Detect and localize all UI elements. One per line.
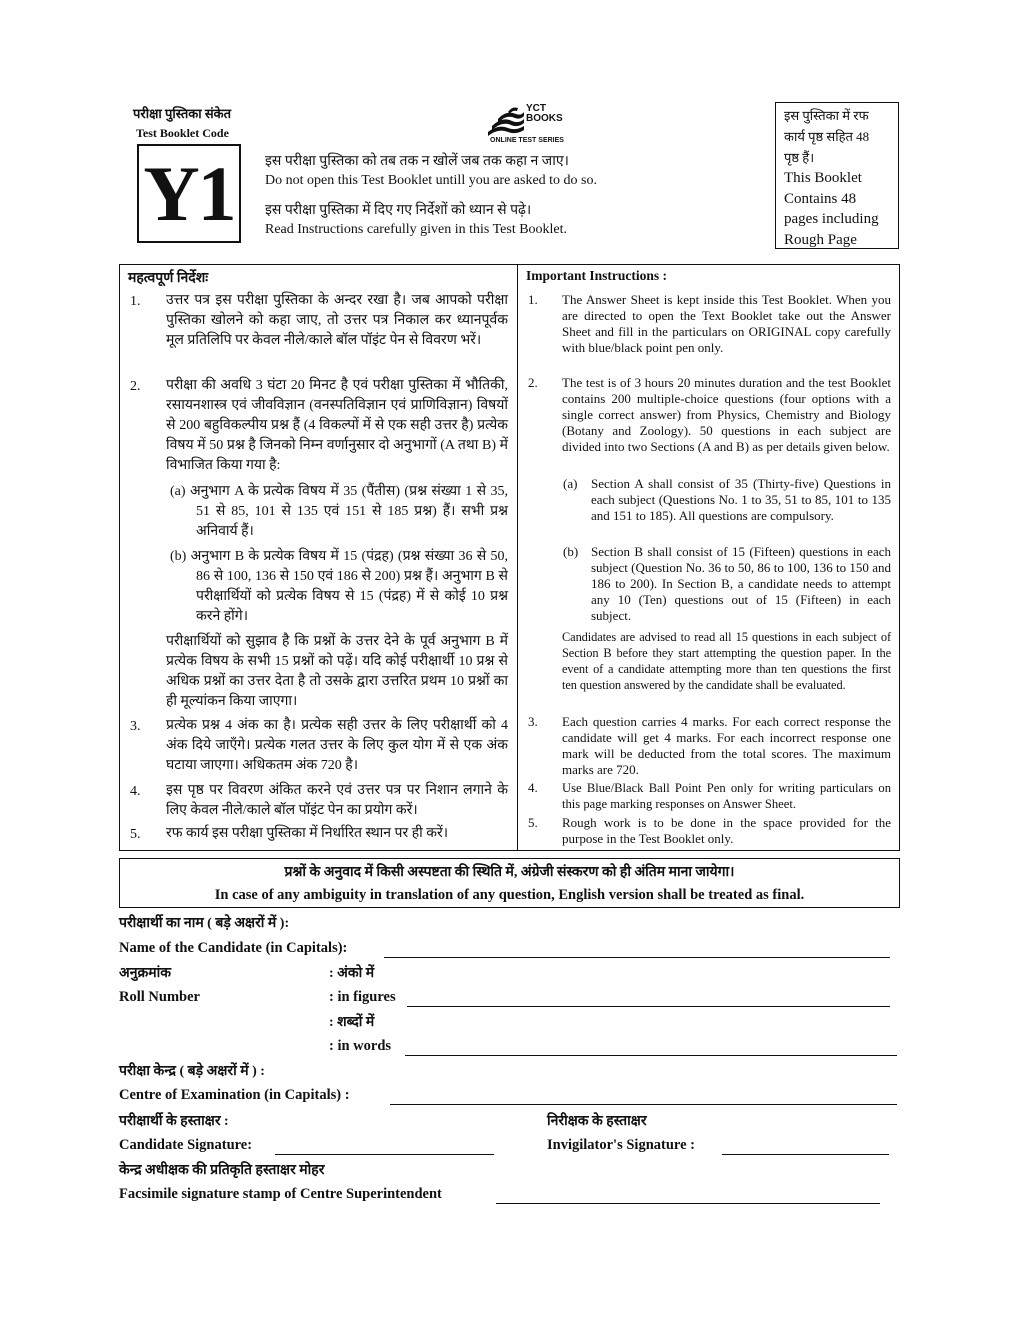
hi-instruction-5: रफ कार्य इस परीक्षा पुस्तिका में निर्धारित स्थान पर ही करें। — [166, 826, 449, 841]
pages-hi-line-2: कार्य पृष्ठ सहित 48 — [784, 129, 870, 144]
notice-en-1: Do not open this Test Booklet untill you are asked to do so. — [265, 173, 598, 188]
invigilator-signature-field[interactable] — [722, 1142, 889, 1155]
hi-number-5: 5. — [130, 827, 141, 842]
hi-number-4: 4. — [130, 784, 141, 799]
logo-tagline: ONLINE TEST SERIES — [490, 137, 564, 144]
candidate-name-field[interactable] — [384, 945, 890, 958]
booklet-code-label-en: Test Booklet Code — [136, 126, 229, 140]
candidate-signature-label-hi: परीक्षार्थी के हस्ताक्षर : — [119, 1114, 229, 1129]
pages-en-line-1: This Booklet — [784, 170, 862, 186]
roll-figures-field[interactable] — [407, 994, 890, 1007]
notice-hi-1: इस परीक्षा पुस्तिका को तब तक न खोलें जब तक कहा न जाए। — [265, 154, 569, 169]
en-number-2: 2. — [528, 375, 538, 390]
figures-label-hi: : अंको में — [329, 966, 375, 981]
en-instruction-1: The Answer Sheet is kept inside this Test Booklet. When you are directed to open the Text Booklet take out the Answer Sheet and fill in the particulars on ORIGINAL copy carefully with blue/black point pen only. — [562, 292, 891, 355]
centre-label-hi: परीक्षा केन्द्र ( बड़े अक्षरों में ) : — [119, 1064, 265, 1079]
en-instruction-2: The test is of 3 hours 20 minutes duration and the test Booklet contains 200 multiple-choice questions (four options with a single correct answer) from Physics, Chemistry and Biology (Botany and Zoology). 50 questions in each subject are divided into two Sections (A and B) as per details given below. — [562, 375, 891, 454]
words-label-hi: : शब्दों में — [329, 1015, 375, 1030]
en-instruction-2b: Section B shall consist of 15 (Fifteen) questions in each subject (Question No. 36 to 50, 86 to 100, 136 to 150 and 186 to 200). In Section B, a candidate needs to attempt any 10 (Ten) questions out of 15 (Fifteen) in each subject. — [591, 544, 891, 623]
roll-label-en: Roll Number — [119, 989, 200, 1005]
hi-instruction-2c: परीक्षार्थियों को सुझाव है कि प्रश्नों के उत्तर देने के पूर्व अनुभाग B में प्रत्येक विषय के सभी 15 प्रश्नों को पढ़ें। यदि कोई परीक्षार्थी 10 प्रश्न से अधिक प्रश्नों का उत्तर देता है तो उसके द्वारा उत्तरित प्रथम 10 प्रश्नों का ही मूल्यांकन किया जाएगा। — [166, 634, 508, 709]
invigilator-signature-label-en: Invigilator's Signature : — [547, 1137, 695, 1153]
en-instruction-2a: Section A shall consist of 35 (Thirty-five) Questions in each subject (Questions No. 1 to 35, 51 to 85, 101 to 135 and 151 to 185). All questions are compulsory. — [591, 476, 891, 523]
pages-hi-line-3: पृष्ठ हैं। — [784, 150, 815, 165]
ambiguity-note-hi: प्रश्नों के अनुवाद में किसी अस्पष्टता की स्थिति में, अंग्रेजी संस्करण को ही अंतिम माना जायेगा। — [284, 865, 735, 880]
en-number-5: 5. — [528, 815, 538, 830]
name-label-hi: परीक्षार्थी का नाम ( बड़े अक्षरों में ): — [119, 916, 290, 931]
en-number-3: 3. — [528, 714, 538, 729]
hi-number-1: 1. — [130, 294, 141, 309]
centre-label-en: Centre of Examination (in Capitals) : — [119, 1087, 350, 1103]
invigilator-signature-label-hi: निरीक्षक के हस्ताक्षर — [547, 1114, 647, 1129]
roll-words-field[interactable] — [405, 1043, 897, 1056]
instructions-heading-hi: महत्वपूर्ण निर्देशः — [128, 271, 209, 286]
booklet-code: Y1 — [137, 144, 241, 243]
pages-en-line-2: Contains 48 — [784, 190, 857, 207]
hi-instruction-2: परीक्षा की अवधि 3 घंटा 20 मिनट है एवं परीक्षा पुस्तिका में भौतिकी, रसायनशास्त्र एवं जीवविज्ञान (वनस्पतिविज्ञान एवं प्राणिविज्ञान) विषयों से 200 बहुविकल्पीय प्रश्न हैं (4 विकल्पों में से एक सही उत्तर है) प्रत्येक विषय में 50 प्रश्न है जिनको निम्न वर्णानुसार दो अनुभागों (A तथा B) में विभाजित किया गया है: — [166, 378, 508, 473]
candidate-signature-label-en: Candidate Signature: — [119, 1137, 253, 1153]
instructions-divider — [517, 264, 518, 851]
stamp-label-en: Facsimile signature stamp of Centre Superintendent — [119, 1186, 442, 1202]
page-count-box — [775, 102, 899, 249]
en-instruction-4: Use Blue/Black Ball Point Pen only for writing particulars on this page marking responses on Answer Sheet. — [562, 781, 891, 811]
stamp-field[interactable] — [496, 1191, 880, 1204]
centre-field[interactable] — [390, 1092, 897, 1105]
hi-instruction-2a: (a) अनुभाग A के प्रत्येक विषय में 35 (पैंतीस) (प्रश्न संख्या 1 से 35, 51 से 85, 101 से 135 एवं 151 से 185 प्रश्न) हैं। सभी प्रश्न अनिवार्य हैं। — [170, 484, 508, 539]
en-label-2b: (b) — [563, 544, 579, 559]
hi-instruction-4: इस पृष्ठ पर विवरण अंकित करने एवं उत्तर पत्र पर निशान लगाने के लिए केवल नीले/काले बॉल पॉइंट पेन का प्रयोग करें। — [166, 783, 508, 818]
logo-text-books: BOOKS — [526, 113, 563, 124]
hi-instruction-1: उत्तर पत्र इस परीक्षा पुस्तिका के अन्दर रखा है। जब आपको परीक्षा पुस्तिका खोलने को कहा जाए, तो उत्तर पत्र निकाल कर ध्यानपूर्वक मूल प्रतिलिपि पर केवल नीले/काले बॉल पॉइंट पेन से विवरण भरें। — [166, 293, 508, 348]
pages-en-line-3: pages including — [784, 211, 879, 227]
en-label-2a: (a) — [563, 476, 578, 491]
ambiguity-note-en: In case of any ambiguity in translation of any question, English version shall be treated as final. — [214, 887, 805, 903]
en-instruction-3: Each question carries 4 marks. For each correct response the candidate will get 4 marks. For each incorrect response one mark will be deducted from the total scores. The maximum marks are 720. — [562, 714, 891, 777]
candidate-signature-field[interactable] — [275, 1142, 494, 1155]
en-number-1: 1. — [528, 292, 538, 307]
logo-text-yct: YCT — [526, 103, 546, 114]
hi-instruction-3: प्रत्येक प्रश्न 4 अंक का है। प्रत्येक सही उत्तर के लिए परीक्षार्थी को 4 अंक दिये जाएँगे। प्रत्येक गलत उत्तर के लिए कुल योग में से एक अंक घटाया जाएगा। अधिकतम अंक 720 है। — [166, 718, 508, 773]
notice-en-2: Read Instructions carefully given in this Test Booklet. — [265, 222, 568, 237]
pages-hi-line-1: इस पुस्तिका में रफ — [784, 108, 869, 123]
en-instruction-5: Rough work is to be done in the space provided for the purpose in the Test Booklet only. — [562, 815, 891, 846]
roll-label-hi: अनुक्रमांक — [119, 966, 171, 981]
instructions-heading-en: Important Instructions : — [526, 268, 668, 283]
en-number-4: 4. — [528, 780, 538, 795]
hi-instruction-2b: (b) अनुभाग B के प्रत्येक विषय में 15 (पंद्रह) (प्रश्न संख्या 36 से 50, 86 से 100, 136 से 150 एवं 186 से 200) प्रश्न हैं। अनुभाग B से परीक्षार्थियों को प्रत्येक विषय से 15 (पंद्रह) में से कोई 10 प्रश्न करने होंगे। — [170, 549, 508, 624]
figures-label-en: : in figures — [329, 989, 396, 1005]
en-instruction-2c: Candidates are advised to read all 15 questions in each subject of Section B before they start attempting the question paper. In the event of a candidate attempting more than ten questions the first ten question answered by the candidate shall be evaluated. — [562, 630, 891, 692]
pages-en-line-4: Rough Page — [784, 231, 857, 248]
yct-books-logo — [484, 104, 570, 146]
notice-hi-2: इस परीक्षा पुस्तिका में दिए गए निर्देशों को ध्यान से पढ़े। — [265, 203, 532, 218]
booklet-code-label-hi: परीक्षा पुस्तिका संकेत — [133, 106, 232, 121]
hi-number-2: 2. — [130, 379, 141, 394]
stamp-label-hi: केन्द्र अधीक्षक की प्रतिकृति हस्ताक्षर मोहर — [119, 1163, 325, 1178]
hi-number-3: 3. — [130, 719, 141, 734]
words-label-en: : in words — [329, 1038, 392, 1054]
name-label-en: Name of the Candidate (in Capitals): — [119, 940, 348, 956]
